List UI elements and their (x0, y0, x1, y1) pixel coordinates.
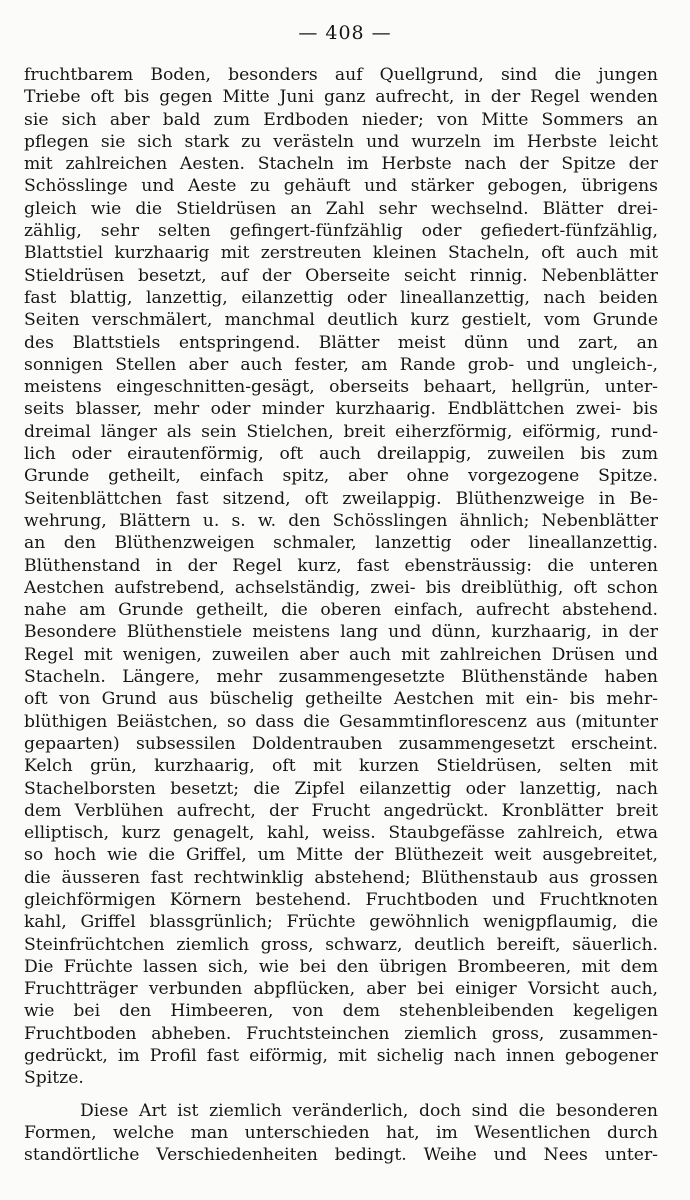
text-line: elliptisch, kurz genagelt, kahl, weiss. Staubgefässe zahlreich, etwa (24, 823, 658, 844)
text-line: kahl, Griffel blassgrünlich; Früchte gewöhnlich wenigpflaumig, die (24, 912, 658, 933)
text-line: Steinfrüchtchen ziemlich gross, schwarz, deutlich bereift, säuerlich. (24, 934, 658, 955)
text-line: gedrückt, im Profil fast eiförmig, mit sichelig nach innen gebogener (24, 1046, 658, 1067)
text-line: sonnigen Stellen aber auch fester, am Rande grob- und ungleich-, (24, 354, 658, 375)
text-line: zählig, sehr selten gefingert-fünfzählig oder gefiedert-fünfzählig, (24, 221, 658, 242)
text-line: Schösslinge und Aeste zu gehäuft und stärker gebogen, übrigens (24, 176, 658, 197)
text-line: pflegen sie sich stark zu verästeln und wurzeln im Herbste leicht (24, 131, 658, 152)
text-line: nahe am Grunde getheilt, die oberen einfach, aufrecht abstehend. (24, 600, 658, 621)
paragraph-gap (24, 1090, 658, 1100)
text-line: wehrung, Blättern u. s. w. den Schösslingen ähnlich; Nebenblätter (24, 510, 658, 531)
text-line: blüthigen Beiästchen, so dass die Gesammtinflorescenz aus (mitunter (24, 711, 658, 732)
text-line: oft von Grund aus büschelig getheilte Aestchen mit ein- bis mehr- (24, 689, 658, 710)
text-line: an den Blüthenzweigen schmaler, lanzettig oder lineallanzettig. (24, 533, 658, 554)
paragraph-1 (24, 64, 658, 1090)
text-line: Seiten verschmälert, manchmal deutlich kurz gestielt, vom Grunde (24, 310, 658, 331)
text-line: Fruchtboden abheben. Fruchtsteinchen ziemlich gross, zusammen- (24, 1023, 658, 1044)
text-line: so hoch wie die Griffel, um Mitte der Blüthezeit weit ausgebreitet, (24, 845, 658, 866)
text-line: dreimal länger als sein Stielchen, breit eiherzförmig, eiförmig, rund- (24, 421, 658, 442)
text-line: standörtliche Verschiedenheiten bedingt. Weihe und Nees unter- (24, 1145, 658, 1166)
text-line: Kelch grün, kurzhaarig, oft mit kurzen Stieldrüsen, selten mit (24, 756, 658, 777)
text-line: lich oder eirautenförmig, oft auch dreilappig, zuweilen bis zum (24, 444, 658, 465)
text-line: Blattstiel kurzhaarig mit zerstreuten kleinen Stacheln, oft auch mit (24, 243, 658, 264)
text-line: Stachelborsten besetzt; die Zipfel eilanzettig oder lanzettig, nach (24, 778, 658, 799)
text-line: gleichförmigen Körnern bestehend. Fruchtboden und Fruchtknoten (24, 889, 658, 910)
paragraph-2 (24, 1100, 658, 1167)
text-line: gleich wie die Stieldrüsen an Zahl sehr wechselnd. Blätter drei- (24, 198, 658, 219)
text-line: sie sich aber bald zum Erdboden nieder; von Mitte Sommers an (24, 109, 658, 130)
text-line: Formen, welche man unterschieden hat, im Wesentlichen durch (24, 1122, 658, 1143)
text-line: mit zahlreichen Aesten. Stacheln im Herbste nach der Spitze der (24, 154, 658, 175)
text-line: seits blasser, mehr oder minder kurzhaarig. Endblättchen zwei- bis (24, 399, 658, 420)
text-line: Diese Art ist ziemlich veränderlich, doch sind die besonderen (80, 1100, 658, 1121)
text-line: Fruchtträger verbunden abpflücken, aber bei einiger Vorsicht auch, (24, 979, 658, 1000)
text-line: Blüthenstand in der Regel kurz, fast ebensträussig: die unteren (24, 555, 658, 576)
text-line: Grunde getheilt, einfach spitz, aber ohne vorgezogene Spitze. (24, 466, 658, 487)
text-line: Triebe oft bis gegen Mitte Juni ganz aufrecht, in der Regel wenden (24, 87, 658, 108)
text-line: gepaarten) subsessilen Doldentrauben zusammengesetzt erscheint. (24, 733, 658, 754)
page-number: — 408 — (298, 22, 392, 44)
text-line: Regel mit wenigen, zuweilen aber auch mit zahlreichen Drüsen und (24, 644, 658, 665)
text-line: wie bei den Himbeeren, von dem stehenbleibenden kegeligen (24, 1001, 658, 1022)
text-line: fast blattig, lanzettig, eilanzettig oder lineallanzettig, nach beiden (24, 287, 658, 308)
text-line: meistens eingeschnitten-gesägt, oberseits behaart, hellgrün, unter- (24, 377, 658, 398)
text-line: Die Früchte lassen sich, wie bei den übrigen Brombeeren, mit dem (24, 956, 658, 977)
text-line: Stieldrüsen besetzt, auf der Oberseite seicht rinnig. Nebenblätter (24, 265, 658, 286)
body-text (24, 64, 658, 1167)
text-line: Seitenblättchen fast sitzend, oft zweilappig. Blüthenzweige in Be- (24, 488, 658, 509)
text-line: des Blattstiels entspringend. Blätter meist dünn und zart, an (24, 332, 658, 353)
text-line: Aestchen aufstrebend, achselständig, zwei- bis dreiblüthig, oft schon (24, 577, 658, 598)
text-line: Spitze. (24, 1068, 84, 1089)
text-line: die äusseren fast rechtwinklig abstehend; Blüthenstaub aus grossen (24, 867, 658, 888)
text-line: Stacheln. Längere, mehr zusammengesetzte Blüthenstände haben (24, 667, 658, 688)
text-line: dem Verblühen aufrecht, der Frucht angedrückt. Kronblätter breit (24, 800, 658, 821)
text-line: fruchtbarem Boden, besonders auf Quellgrund, sind die jungen (24, 65, 658, 85)
text-line: Besondere Blüthenstiele meistens lang und dünn, kurzhaarig, in der (24, 622, 658, 643)
